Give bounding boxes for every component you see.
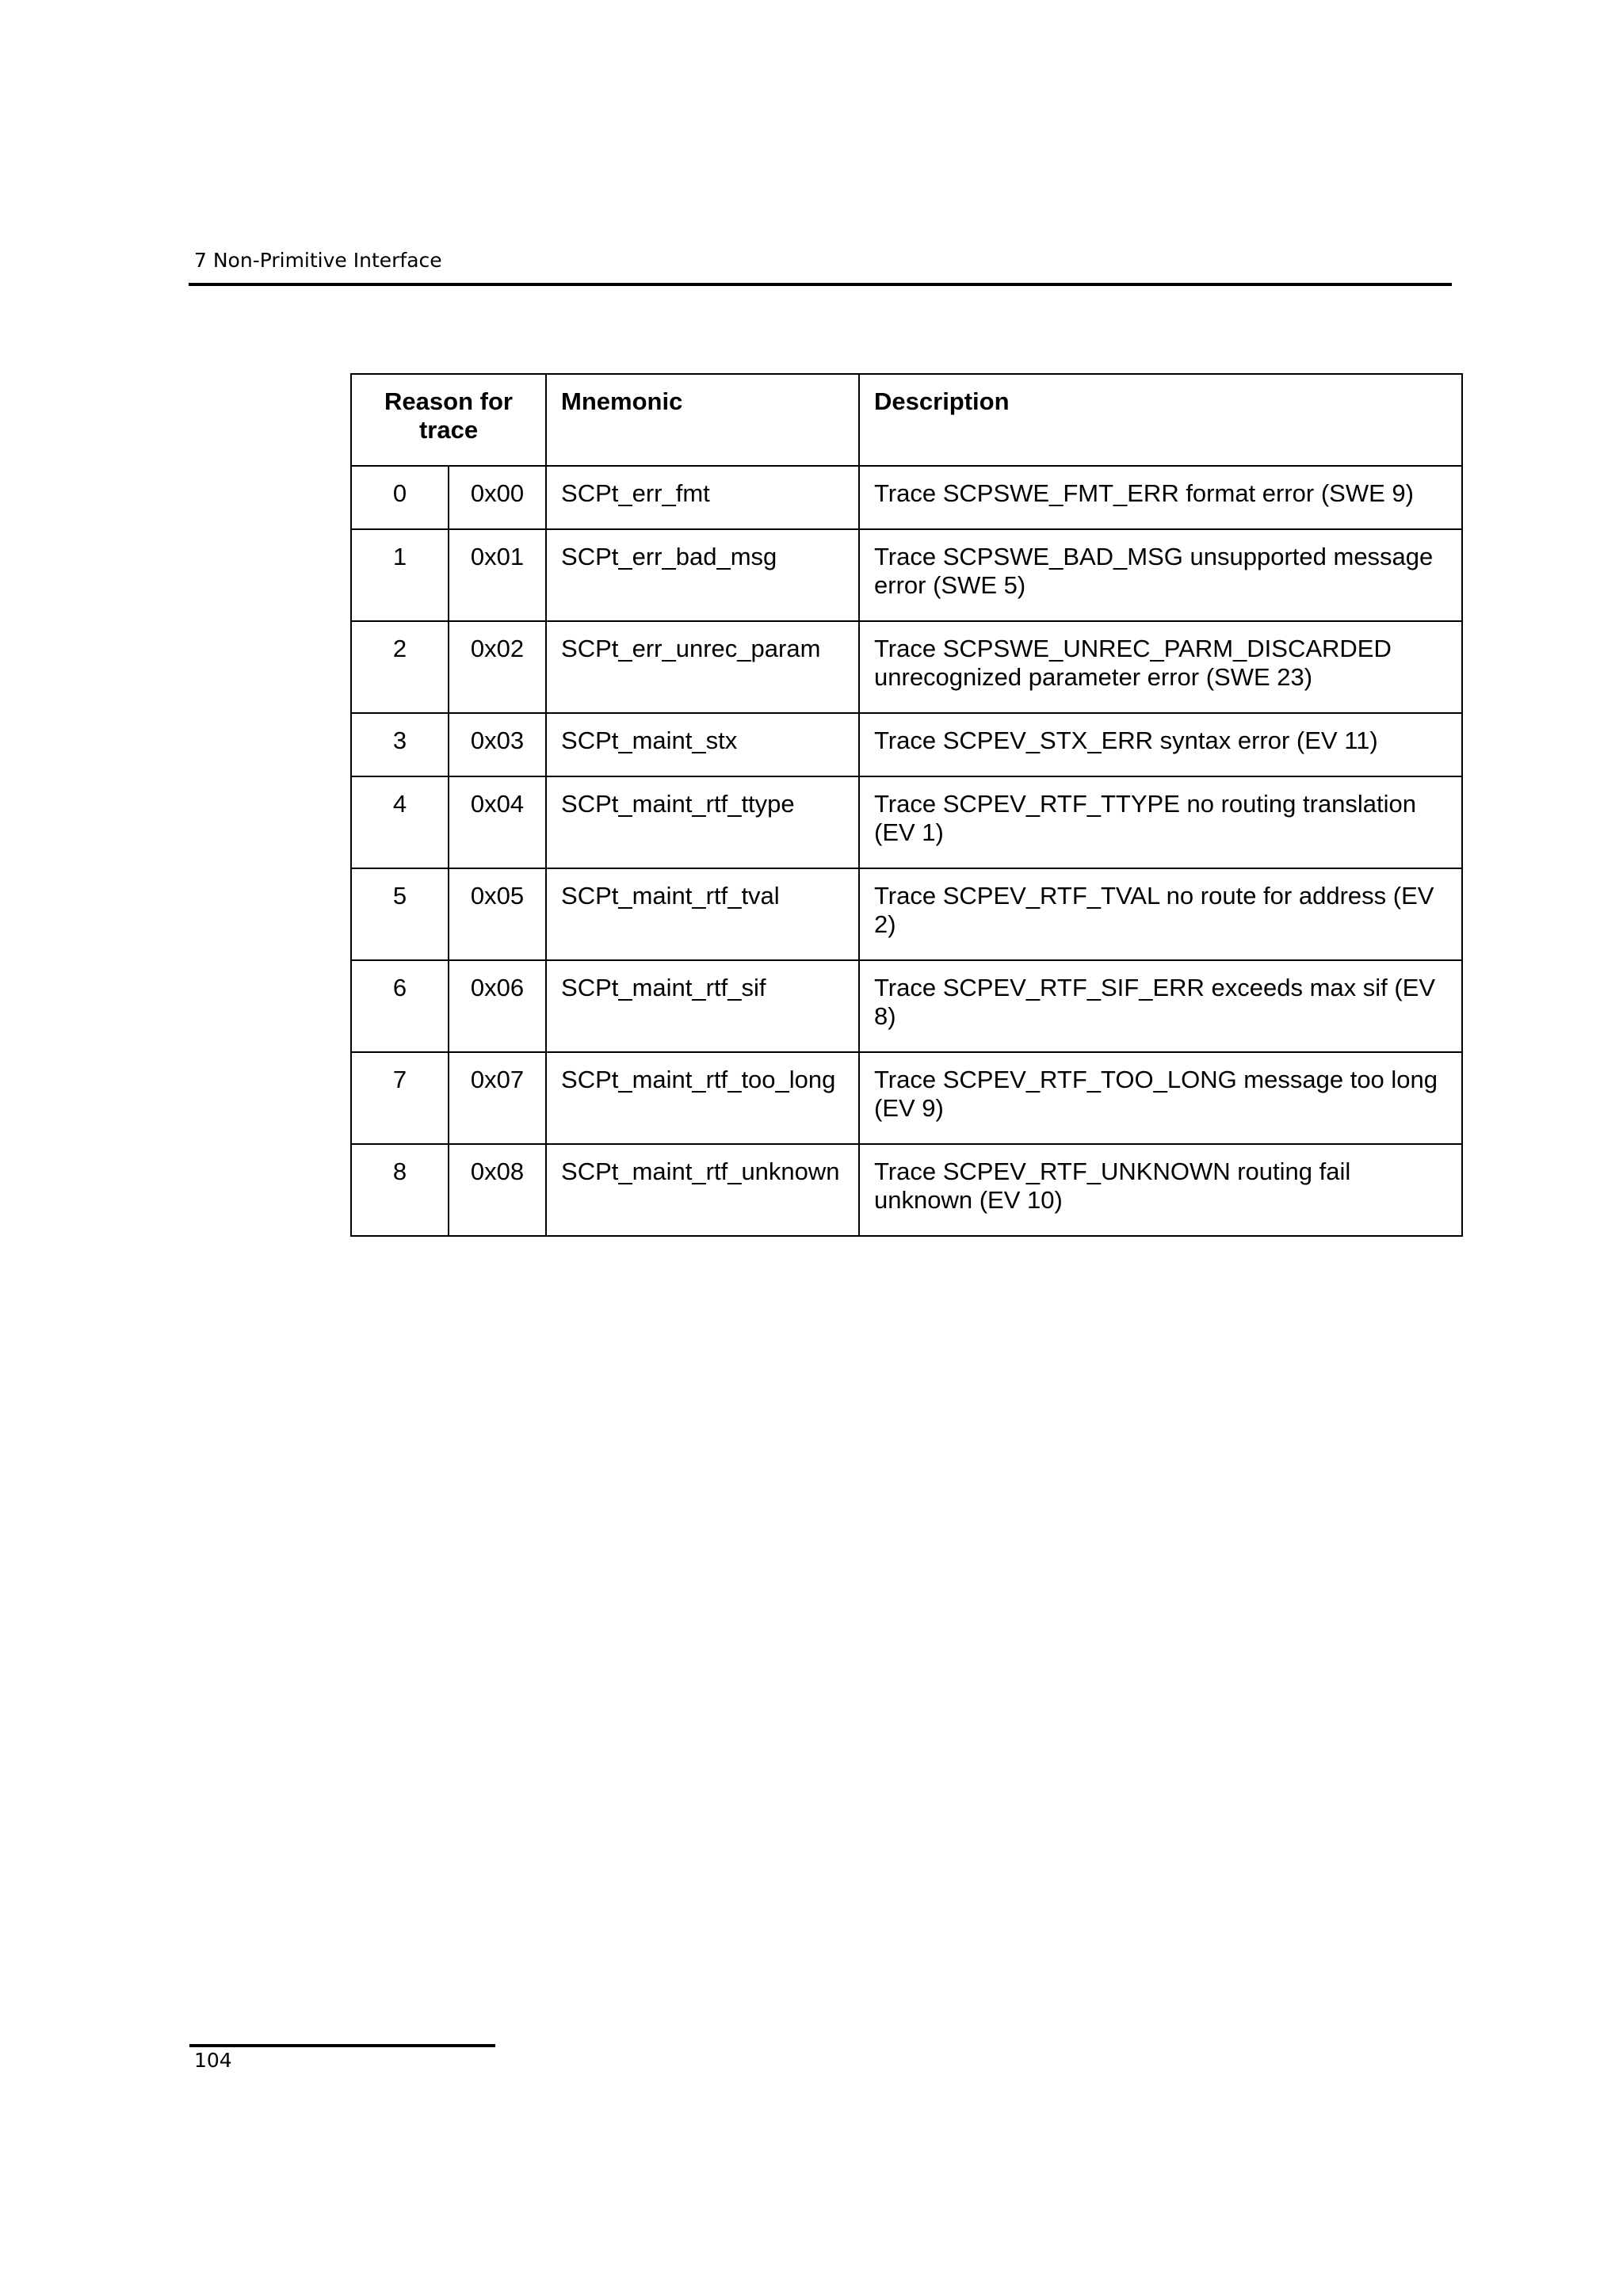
mnemonic-cell: SCPt_err_bad_msg	[546, 529, 859, 621]
description-cell: Trace SCPSWE_FMT_ERR format error (SWE 9)	[859, 466, 1462, 529]
mnemonic-cell: SCPt_maint_rtf_unknown	[546, 1144, 859, 1236]
header-rule	[189, 283, 1452, 286]
description-cell: Trace SCPEV_RTF_TOO_LONG message too long (EV 9)	[859, 1052, 1462, 1144]
column-header-mnemonic: Mnemonic	[546, 374, 859, 466]
reason-number-cell: 6	[351, 960, 449, 1052]
mnemonic-cell: SCPt_err_fmt	[546, 466, 859, 529]
mnemonic-cell: SCPt_maint_rtf_too_long	[546, 1052, 859, 1144]
reason-number-cell: 8	[351, 1144, 449, 1236]
table-row	[351, 713, 1462, 776]
reason-number-cell: 7	[351, 1052, 449, 1144]
reason-hex-cell: 0x01	[449, 529, 546, 621]
table-row	[351, 868, 1462, 960]
reason-hex-cell: 0x03	[449, 713, 546, 776]
table-row	[351, 529, 1462, 621]
table-header-row	[351, 374, 1462, 466]
reason-number-cell: 5	[351, 868, 449, 960]
trace-reason-table	[350, 373, 1463, 1237]
table-row	[351, 960, 1462, 1052]
column-header-description: Description	[859, 374, 1462, 466]
description-cell: Trace SCPEV_STX_ERR syntax error (EV 11)	[859, 713, 1462, 776]
description-cell: Trace SCPEV_RTF_UNKNOWN routing fail unknown (EV 10)	[859, 1144, 1462, 1236]
table-row	[351, 1052, 1462, 1144]
mnemonic-cell: SCPt_maint_rtf_ttype	[546, 776, 859, 868]
table-row	[351, 776, 1462, 868]
mnemonic-cell: SCPt_err_unrec_param	[546, 621, 859, 713]
table-row	[351, 1144, 1462, 1236]
reason-number-cell: 1	[351, 529, 449, 621]
mnemonic-cell: SCPt_maint_stx	[546, 713, 859, 776]
mnemonic-cell: SCPt_maint_rtf_sif	[546, 960, 859, 1052]
description-cell: Trace SCPEV_RTF_TTYPE no routing translation (EV 1)	[859, 776, 1462, 868]
description-cell: Trace SCPSWE_UNREC_PARM_DISCARDED unrecognized parameter error (SWE 23)	[859, 621, 1462, 713]
page-number: 104	[194, 2049, 232, 2072]
reason-number-cell: 0	[351, 466, 449, 529]
description-cell: Trace SCPEV_RTF_TVAL no route for address (EV 2)	[859, 868, 1462, 960]
reason-number-cell: 3	[351, 713, 449, 776]
reason-hex-cell: 0x04	[449, 776, 546, 868]
reason-number-cell: 2	[351, 621, 449, 713]
table-row	[351, 621, 1462, 713]
reason-hex-cell: 0x02	[449, 621, 546, 713]
description-cell: Trace SCPSWE_BAD_MSG unsupported message error (SWE 5)	[859, 529, 1462, 621]
table-row	[351, 466, 1462, 529]
reason-hex-cell: 0x00	[449, 466, 546, 529]
description-cell: Trace SCPEV_RTF_SIF_ERR exceeds max sif (EV 8)	[859, 960, 1462, 1052]
reason-hex-cell: 0x08	[449, 1144, 546, 1236]
reason-number-cell: 4	[351, 776, 449, 868]
mnemonic-cell: SCPt_maint_rtf_tval	[546, 868, 859, 960]
reason-hex-cell: 0x06	[449, 960, 546, 1052]
column-header-reason: Reason for trace	[351, 374, 546, 466]
running-header: 7 Non-Primitive Interface	[194, 249, 442, 272]
reason-hex-cell: 0x05	[449, 868, 546, 960]
reason-hex-cell: 0x07	[449, 1052, 546, 1144]
footer-rule	[189, 2044, 495, 2047]
